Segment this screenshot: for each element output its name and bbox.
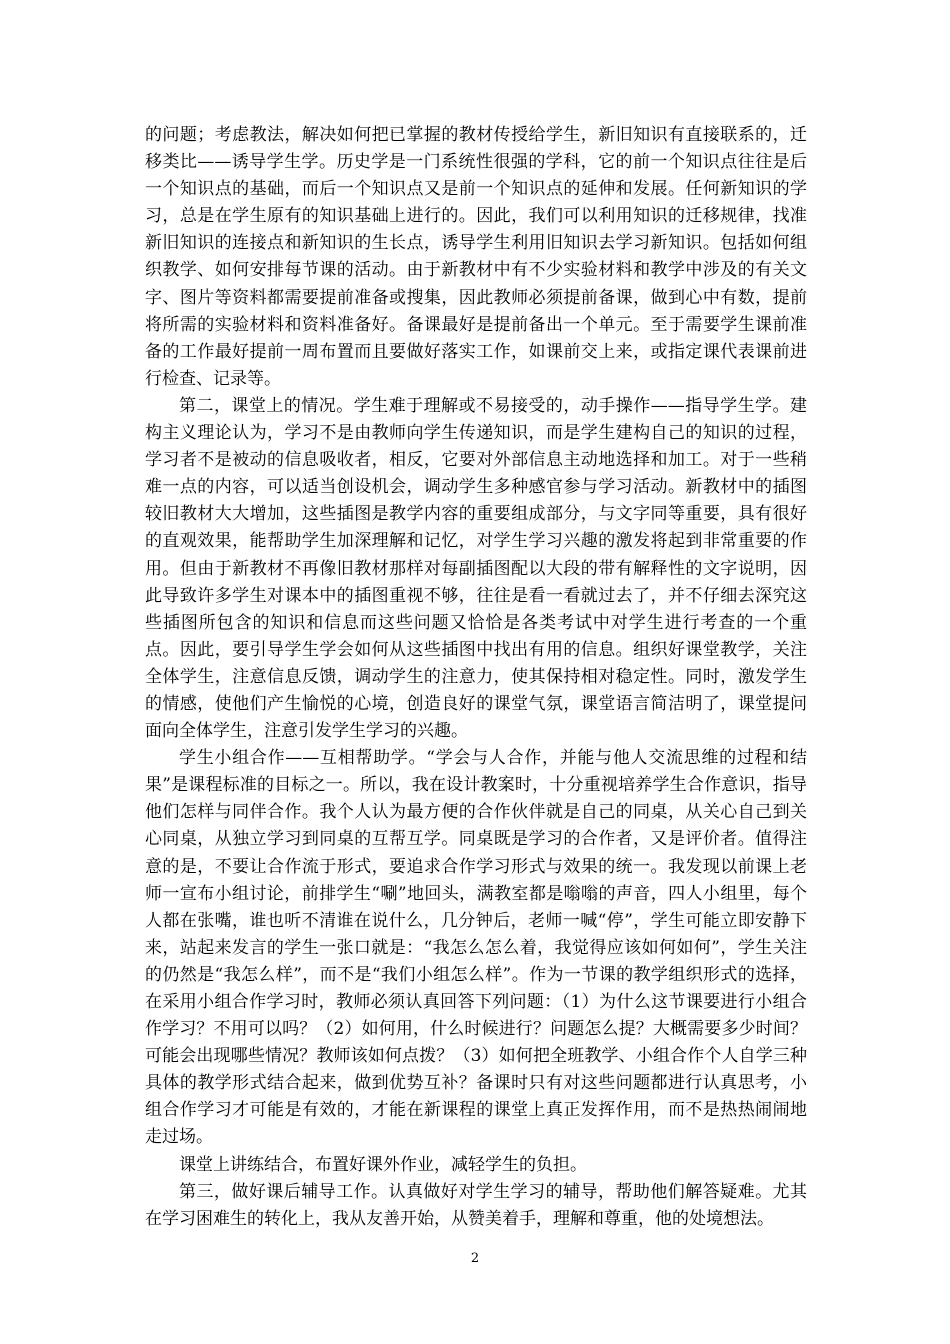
paragraph-2: 第二，课堂上的情况。学生难于理解或不易接受的，动手操作——指导学生学。建构主义理论认为，学习不是由教师向学生传递知识，而是学生建构自己的知识的过程，学习者不是被动的信息吸收者，相反，它要对外部信息主动地选择和加工。对于一些稍难一点的内容，可以适当创设机会，调动学生多种感官参与学习活动。新教材中的插图较旧教材大大增加，这些插图是教学内容的重要组成部分，与文字同等重要，具有很好的直观效果，能帮助学生加深理解和记忆，对学生学习兴趣的激发将起到非常重要的作用。但由于新教材不再像旧教材那样对每副插图配以大段的带有解释性的文字说明，因此导致许多学生对课本中的插图重视不够，往往是看一看就过去了，并不仔细去深究这些插图所包含的知识和信息而这些问题又恰恰是各类考试中对学生进行考查的一个重点。因此，要引导学生学会如何从这些插图中找出有用的信息。组织好课堂教学，关注全体学生，注意信息反馈，调动学生的注意力，使其保持相对稳定性。同时，激发学生的情感，使他们产生愉悦的心境，创造良好的课堂气氛，课堂语言简洁明了，课堂提问面向全体学生，注意引发学生学习的兴趣。 [145, 395, 807, 742]
paragraph-5: 第三，做好课后辅导工作。认真做好对学生学习的辅导，帮助他们解答疑难。尤其在学习困难生的转化上，我从友善开始，从赞美着手，理解和尊重，他的处境想法。 [145, 1181, 807, 1229]
page-number: 2 [470, 1251, 480, 1266]
body-text [145, 122, 807, 1233]
paragraph-3: 学生小组合作——互相帮助学。“学会与人合作，并能与他人交流思维的过程和结果”是课程标准的目标之一。所以，我在设计教案时，十分重视培养学生合作意识，指导他们怎样与同伴合作。我个人认为最方便的合作伙伴就是自己的同桌，从关心自己到关心同桌，从独立学习到同桌的互帮互学。同桌既是学习的合作者，又是评价者。值得注意的是，不要让合作流于形式，要追求合作学习形式与效果的统一。我发现以前课上老师一宣布小组讨论，前排学生“唰”地回头，满教室都是嗡嗡的声音，四人小组里，每个人都在张嘴，谁也听不清谁在说什么，几分钟后，老师一喊“停”，学生可能立即安静下来，站起来发言的学生一张口就是：“我怎么怎么着，我觉得应该如何如何”，学生关注的仍然是“我怎么样”，而不是“我们小组怎么样”。作为一节课的教学组织形式的选择，在采用小组合作学习时，教师必须认真回答下列问题：（1）为什么这节课要进行小组合作学习？不用可以吗？（2）如何用，什么时候进行？问题怎么提？大概需要多少时间？可能会出现哪些情况？教师该如何点拨？（3）如何把全班教学、小组合作个人自学三种具体的教学形式结合起来，做到优势互补？备课时只有对这些问题都进行认真思考，小组合作学习才可能是有效的，才能在新课程的课堂上真正发挥作用，而不是热热闹闹地走过场。 [145, 748, 807, 1148]
paragraph-4: 课堂上讲练结合，布置好课外作业，减轻学生的负担。 [179, 1154, 587, 1175]
paragraph-1: 的问题；考虑教法，解决如何把已掌握的教材传授给学生，新旧知识有直接联系的，迁移类比——诱导学生学。历史学是一门系统性很强的学科，它的前一个知识点往往是后一个知识点的基础，而后一个知识点又是前一个知识点的延伸和发展。任何新知识的学习，总是在学生原有的知识基础上进行的。因此，我们可以利用知识的迁移规律，找准新旧知识的连接点和新知识的生长点，诱导学生利用旧知识去学习新知识。包括如何组织教学、如何安排每节课的活动。由于新教材中有不少实验材料和教学中涉及的有关文字、图片等资料都需要提前准备或搜集，因此教师必须提前备课，做到心中有数，提前将所需的实验材料和资料准备好。备课最好是提前备出一个单元。至于需要学生课前准备的工作最好提前一周布置而且要做好落实工作，如课前交上来，或指定课代表课前进行检查、记录等。 [145, 125, 807, 389]
